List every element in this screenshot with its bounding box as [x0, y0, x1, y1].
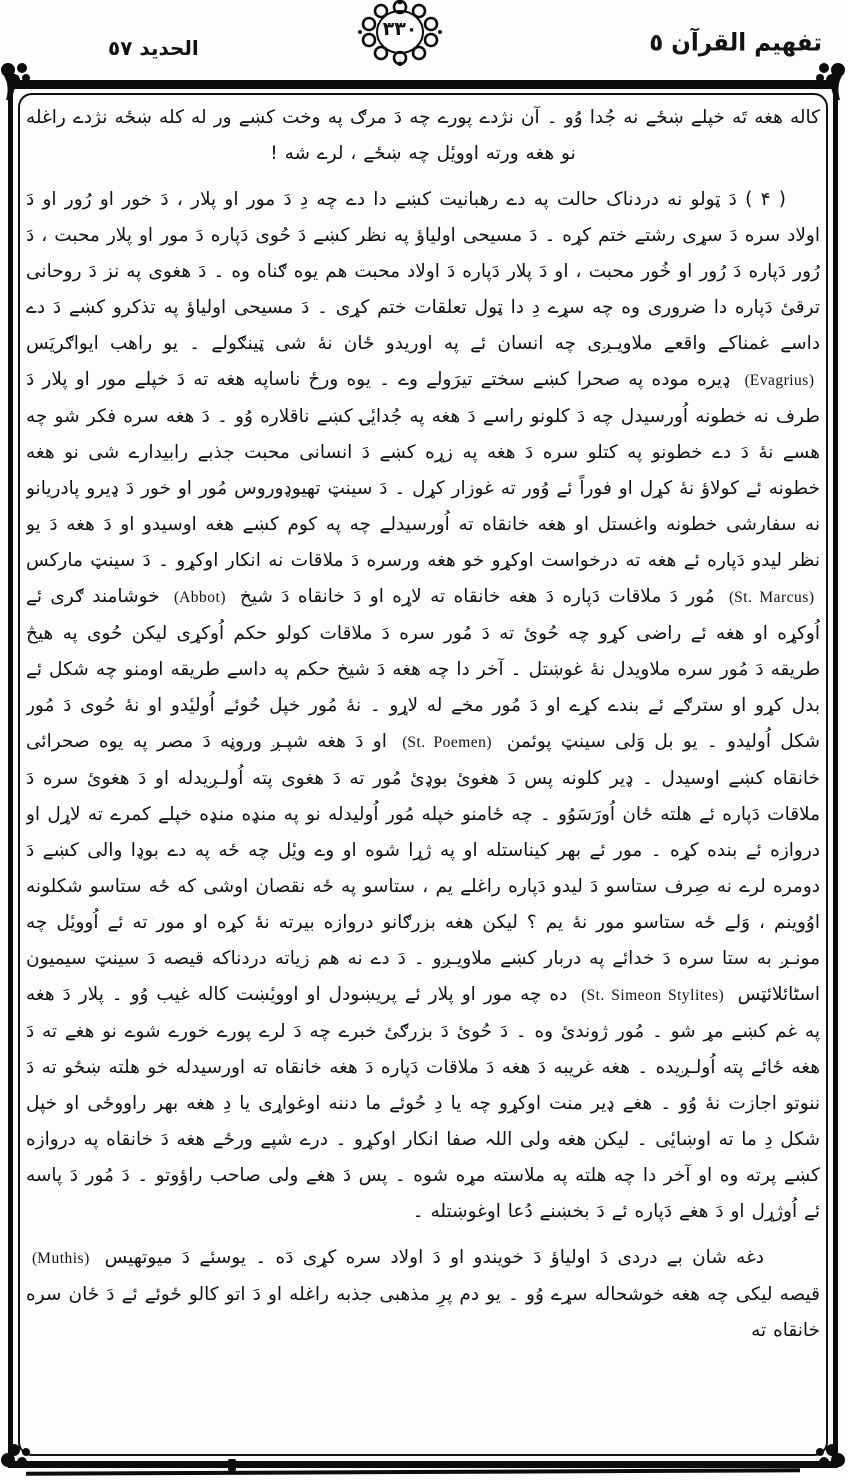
corner-floral-icon: [0, 62, 34, 102]
book-title: تفهيم القرآن ٥: [649, 29, 822, 57]
latin-name-inline: (St. Simeon Stylites): [581, 987, 724, 1004]
page-number-medallion: [352, 0, 448, 66]
surah-title: الحديد ٥٧: [108, 36, 199, 60]
pashto-text-run: ډیره موده په صحرا کښے سختے تیرَولے وے ۔ یوه ورځ ناساپه هغه ته دَ خپلے مور او پلار دَ طرف نه خطونه اُورسیدل چه دَ کلونو راسے دَ هغه په جُدایٔۍ کښے ناقلاره وُو ۔ دَ هغه سره فکر شو چه هسے نهٔ دَ دے خطونو په کتلو سره دَ هغه په زړه کښے دَ انسانی محبت جذبے رابیدارے شی نو هغه خطونه ئے کولاؤ نهٔ کړل او فوراً ئے وُور ته غوزار کړل ۔ دَ سینټ تهیوډوروس مُور او خور دَ ډیرو پادریانو نه سفارشی خطونه واغستل او هغه خانقاه ته اُورسیدلے چه په کوم کښے هغه اوسیدو او دَ هغه دَ یو نظر لیدو دَپاره ئے هغه ته درخواست اوکړو خو هغه ورسره دَ ملاقات نه انکار اوکړو ۔ دَ سینټ مارکس: [26, 369, 820, 571]
body-paragraph: [26, 100, 820, 172]
pashto-text-run: قیصه لیکی چه هغه خوشحاله سړے وُو ۔ یو دم پرِ مذهبی جذبه راغله او دَ اتو کالو ځوئے ئے دَ ځان سره خانقاه ته: [26, 1284, 820, 1341]
latin-name-inline: (St. Poemen): [402, 734, 492, 751]
pashto-text-run: خوشامند ګری ئے اُوکړه او هغه ئے راضی کړو چه حُویٔ ته دَ مُور سره دَ ملاقات کولو حکم اُوکړی لیکن حُوی په هیڅ طریقه دَ مُور سره ملاویدل نهٔ غوښتل ۔ آخر دا چه هغه دَ شیخ حکم په داسے طریقه اومنو چه شکل ئے بدل کړو او سترګے ئے بندے کړے او دَ مُور مخے له لاړو ۔ نهٔ مُور خپل حُوئے اُولیٔدو او نهٔ حُوی دَ مُور شکل اُولیدو ۔ یو بل وَلی سینټ پوئمن: [26, 586, 820, 752]
latin-name-inline: (Abbot): [173, 589, 226, 606]
pashto-text-run: دغه شان بے دردی دَ اولیاؤ دَ خویندو او دَ اولاد سره کړی دَه ۔ یوسئے دَ میوتهیس: [95, 1247, 764, 1268]
corner-floral-icon: [812, 62, 846, 102]
page-bottom-rule: [26, 1468, 800, 1475]
pashto-text-run: کاله هغه تَه خپلے ښځے نه جُدا وُو ۔ آن نژدے پورے چه دَ مرګ په وخت کښے ور له کله ښځه نژدے راغله نو هغه ورته اوویٔل چه ښځے ، لرے شه !: [26, 107, 820, 164]
pashto-text-run: ده چه مور او پلار ئے پریښودل او اوویٔښت کاله غیب وُو ۔ پلار دَ هغه په غم کښے مړ شو ۔ مُور ژوندیٔ وه ۔ دَ حُویٔ دَ بزرګیٔ خبرے چه دَ لرے پورے خورے شوے نو هغے ته دَ هغه ځائے پته اُولـږیده ۔ هغه غریبه دَ هغه دَ ملاقات دَپاره دَ هغه خانقاه ته اورسیدله خو هلته ښځو ته دَ ننوتو اجازت نهٔ وُو ۔ هغے ډیر منت اوکړو چه یا دِ حُوئے ما دننه اوغواړی یا دِ هغه بهر راووځی او خپل شکل دِ ما ته اوښایٔی ۔ لیکن هغه ولی اللہ صفا انکار اوکړو ۔ درے شپے ورځے هغه دَ خانقاه په دروازه کښے پرته وه او آخر دا چه هلته په ملاسته مړه شوه ۔ پس دَ هغے ولی صاحب راؤوتو ۔ دَ مُور دَ پاسه ئے اُوژړل او دَ هغے دَپاره ئے دَ بخښنے دُعا اوغوښتله ۔: [26, 984, 820, 1222]
latin-name-inline: (Evagrius): [744, 372, 814, 389]
body-paragraph: [26, 182, 820, 1230]
bottom-ornament-tick: [228, 1459, 236, 1471]
main-text-column: [26, 100, 820, 1440]
corner-floral-icon: [0, 1428, 34, 1468]
corner-floral-icon: [812, 1428, 846, 1468]
pashto-text-run: ( ۴ ) دَ ټولو نه دردناک حالت په دے رهبانیت کښے دا دے چه دِ دَ مور او پلار ، دَ خور او رُور او دَ اولاد سره دَ سړی رشتے ختم کړه ۔ دَ مسیحی اولیاؤ په نظر کښے دَ حُوی دَپاره دَ مور او پلار محبت ، دَ رُور دَپاره دَ رُور او خُور محبت ، او دَ پلار دَپاره دَ اولاد محبت هم یوه ګناه وه ۔ دَ هغوی په نز دَ روحانی ترقیٔ دَپاره دا ضروری وه چه سړے دِ دا ټول تعلقات ختم کړی ۔ دَ مسیحی اولیاؤ په تذکرو کښے دَ دے داسے غمناکے واقعے ملاویـږی چه انسان ئے په اوریدو ځان نهٔ شی ټینګولے ۔ یو راهب ایواګریَس: [26, 189, 820, 354]
latin-name-inline: (Muthis): [32, 1250, 90, 1267]
page-header: [0, 0, 848, 80]
page-number: ٣٣٠: [382, 18, 418, 40]
pashto-text-run: او دَ هغه شپـږ وروڼه دَ مصر په یوه صحرائی خانقاه کښے اوسیدل ۔ ډیر کلونه پس دَ هغویٔ بوډیٔ مُور ته دَ هغوی پته اُولـږیدله او دَ هغویٔ سره دَ ملاقات دَپاره ئے هلته ځان اُورَسَوُو ۔ چه ځامنو خپله مُور اُولیدله نو په منډه منډه خپلے کمرے ته لاړل او دروازه ئے بنده کړه ۔ مور ئے بهر کیناستله او په ژړا شوه او وے ویٔل چه ځه په دے بوډا والی کښے دَ دومره لرے نه صِرف ستاسو دَ لیدو دَپاره راغلے یم ، ستاسو په ځه نقصان اوشی که ځه ستاسو شکلونه اوُوینم ، وَلے ځه ستاسو مور نهٔ یم ؟ لیکن هغه بزرګانو دروازه بیرته نهٔ کړه او مور ته ئے اُوویٔل چه مونـږ به ستا سره دَ خدائے په دربار کښے ملاویـږو ۔ دَ دے نه هم زیاته دردناکه قیصه دَ سینټ سیمیون اسٹائلائټس: [26, 731, 820, 1005]
body-paragraph: [26, 1240, 820, 1349]
latin-name-inline: (St. Marcus): [729, 589, 814, 606]
pashto-text-run: مُور دَ ملاقات دَپاره دَ هغه خانقاه ته لاړه او دَ خانقاه دَ شیخ: [231, 586, 723, 607]
